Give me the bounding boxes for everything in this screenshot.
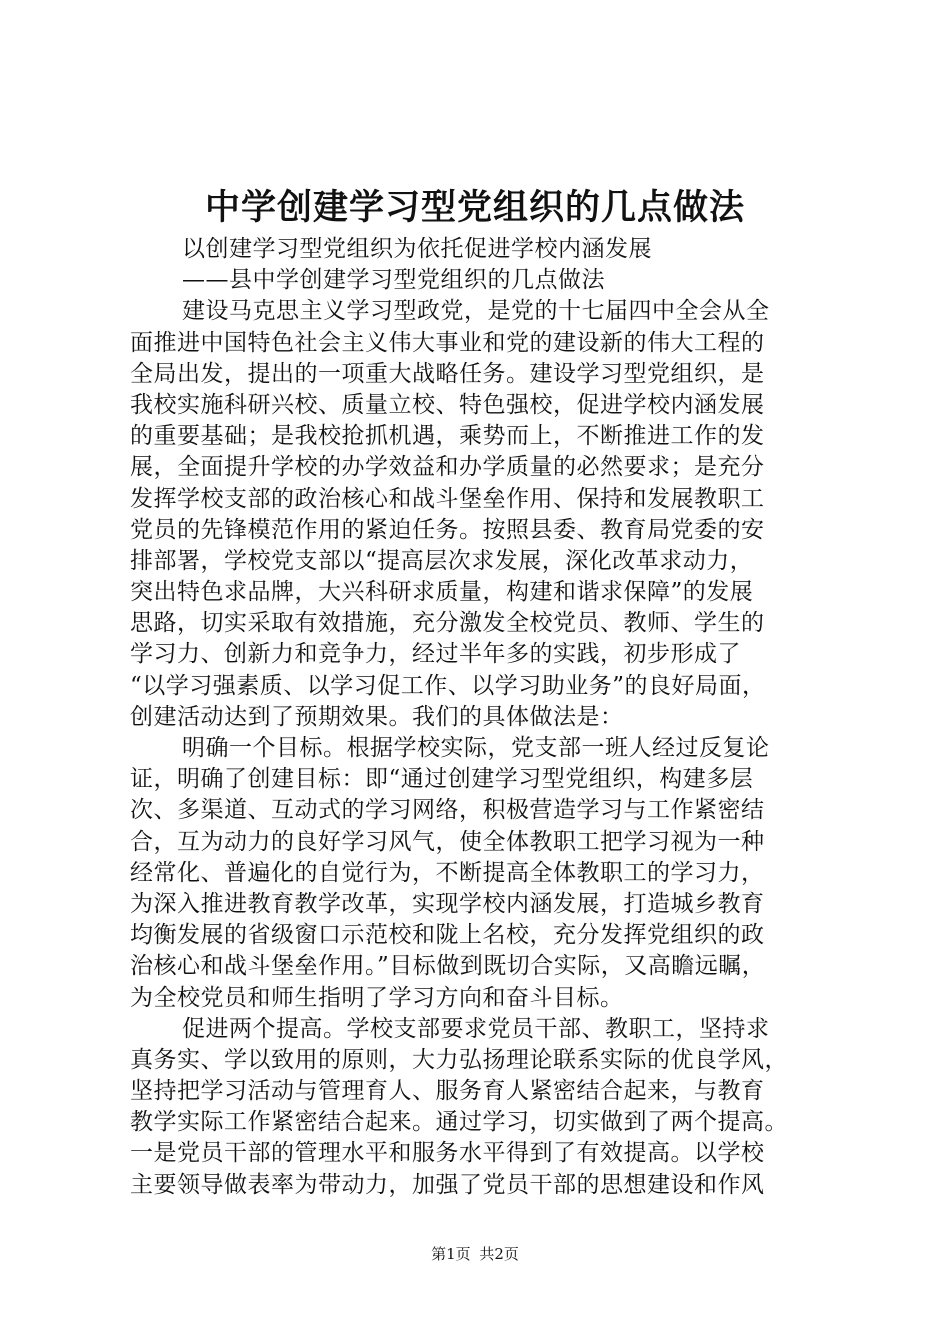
text-line: 促进两个提高。学校支部要求党员干部、教职工，坚持求: [182, 1015, 770, 1042]
text-line: 治核心和战斗堡垒作用。”目标做到既切合实际，又高瞻远瞩，: [130, 953, 766, 980]
text-line: 创建活动达到了预期效果。我们的具体做法是：: [130, 703, 624, 730]
text-line: 证，明确了创建目标：即“通过创建学习型党组织，构建多层: [130, 766, 754, 793]
document-body: [130, 234, 830, 1201]
text-line: 以创建学习型党组织为依托促进学校内涵发展: [182, 236, 652, 262]
text-line: 我校实施科研兴校、质量立校、特色强校，促进学校内涵发展: [130, 391, 765, 418]
text-line: 均衡发展的省级窗口示范校和陇上名校，充分发挥党组织的政: [130, 922, 765, 949]
text-line: ——县中学创建学习型党组织的几点做法: [182, 267, 605, 294]
text-line: 经常化、普遍化的自觉行为，不断提高全体教职工的学习力，: [130, 859, 765, 886]
document-title: 中学创建学习型党组织的几点做法: [204, 187, 745, 228]
page-number: 第1页: [431, 1245, 471, 1263]
text-line: 思路，切实采取有效措施，充分激发全校党员、教师、学生的: [130, 610, 765, 637]
text-line: 排部署，学校党支部以“提高层次求发展，深化改革求动力，: [130, 547, 754, 574]
text-line: 合，互为动力的良好学习风气，使全体教职工把学习视为一种: [130, 828, 765, 855]
page-total: 共2页: [479, 1245, 519, 1263]
text-line: 的重要基础；是我校抢抓机遇，乘势而上，不断推进工作的发: [130, 423, 765, 450]
text-line: 学习力、创新力和竞争力，经过半年多的实践，初步形成了: [130, 641, 741, 668]
page-footer: [0, 1244, 950, 1264]
text-line: 展，全面提升学校的办学效益和办学质量的必然要求；是充分: [130, 454, 765, 481]
text-line: 次、多渠道、互动式的学习网络，积极营造学习与工作紧密结: [130, 797, 765, 824]
text-line: 明确一个目标。根据学校实际，党支部一班人经过反复论: [182, 735, 770, 761]
text-line: 建设马克思主义学习型政党，是党的十七届四中全会从全: [182, 298, 770, 325]
text-line: 为全校党员和师生指明了学习方向和奋斗目标。: [130, 984, 624, 1011]
text-line: 党员的先锋模范作用的紧迫任务。按照县委、教育局党委的安: [130, 516, 765, 543]
text-line: 教学实际工作紧密结合起来。通过学习，切实做到了两个提高。: [130, 1109, 788, 1136]
text-line: 主要领导做表率为带动力，加强了党员干部的思想建设和作风: [130, 1171, 765, 1198]
text-line: 真务实、学以致用的原则，大力弘扬理论联系实际的优良学风，: [130, 1046, 788, 1073]
text-line: 为深入推进教育教学改革，实现学校内涵发展，打造城乡教育: [130, 890, 765, 917]
text-line: 发挥学校支部的政治核心和战斗堡垒作用、保持和发展教职工: [130, 485, 765, 512]
text-line: 坚持把学习活动与管理育人、服务育人紧密结合起来，与教育: [130, 1078, 765, 1105]
text-line: “以学习强素质、以学习促工作、以学习助业务”的良好局面，: [130, 672, 766, 699]
text-line: 全局出发，提出的一项重大战略任务。建设学习型党组织，是: [130, 360, 765, 387]
text-line: 一是党员干部的管理水平和服务水平得到了有效提高。以学校: [130, 1140, 765, 1167]
text-line: 突出特色求品牌，大兴科研求质量，构建和谐求保障”的发展: [130, 579, 754, 606]
text-line: 面推进中国特色社会主义伟大事业和党的建设新的伟大工程的: [130, 329, 765, 356]
